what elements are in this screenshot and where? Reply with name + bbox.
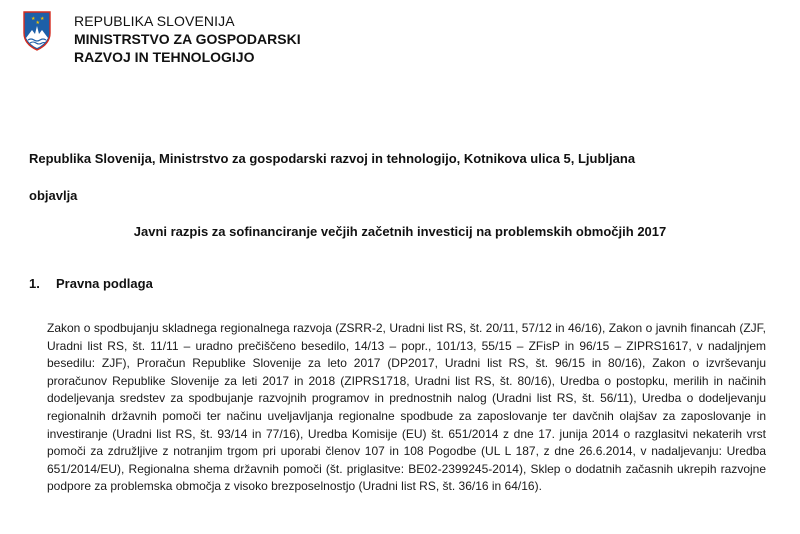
document-title: Javni razpis za sofinanciranje večjih začetnih investicij na problemskih območjih 2017 bbox=[133, 224, 667, 239]
section-title: Pravna podlaga bbox=[56, 276, 153, 291]
header-ministry-cont: RAZVOJ IN TEHNOLOGIJO bbox=[74, 49, 255, 65]
publisher-line: Republika Slovenija, Ministrstvo za gospodarski razvoj in tehnologijo, Kotnikova ulica 5, Ljubljana bbox=[29, 151, 636, 166]
section-heading bbox=[29, 276, 153, 291]
coat-of-arms-icon bbox=[22, 11, 52, 51]
header-republic: REPUBLIKA SLOVENIJA bbox=[74, 13, 235, 29]
section-number: 1. bbox=[29, 276, 40, 291]
svg-text:★: ★ bbox=[35, 20, 40, 26]
legal-basis-paragraph: Zakon o spodbujanju skladnega regionalnega razvoja (ZSRR-2, Uradni list RS, št. 20/11, 57/12 in 46/16), Zakon o javnih financah (ZJF, Uradni list RS, št. 11/11 – uradno prečiščeno besedilo, 14/13 – popr., 101/13, 55/15 – ZFisP in 96/15 – ZIPRS1617, v nadaljnjem besedilu: ZJF), Proračun Republike Slovenije za leto 2017 (DP2017, Uradni list RS, št. 96/15 in 80/16), Zakon o izvrševanju proračunov Republike Slovenije za leti 2017 in 2018 (ZIPRS1718, Uradni list RS, št. 80/16), Uredba o postopku, merilih in načinih dodeljevanja sredstev za spodbujanje razvojnih programov in prednostnih nalog (Uradni list RS, št. 56/11), Uredba o dodeljevanju regionalnih državnih pomoči ter načinu uveljavljanja regionalne spodbude za zaposlovanje ter davčnih olajšav za zaposlovanje in investiranje (Uradni list RS, št. 93/14 in 77/16), Uredba Komisije (EU) št. 651/2014 z dne 17. junija 2014 o razglasitvi nekaterih vrst pomoči za združljive z notranjim trgom pri uporabi členov 107 in 108 Pogodbe (UL L 187, z dne 26.6.2014, v nadaljevanju: Uredba 651/2014/EU), Regionalna shema državnih pomoči (št. priglasitve: BE02-2399245-2014), Sklep o dodatnih začasnih ukrepih razvojne podpore za problemska območja z visoko brezposelnostjo (Uradni list RS, št. 36/16 in 64/16). bbox=[47, 321, 766, 494]
svg-text:★: ★ bbox=[40, 16, 45, 22]
ministry-header bbox=[74, 12, 301, 66]
announces-word: objavlja bbox=[29, 188, 78, 203]
header-ministry: MINISTRSTVO ZA GOSPODARSKI bbox=[74, 31, 301, 47]
crest-star: ★ bbox=[31, 16, 36, 22]
